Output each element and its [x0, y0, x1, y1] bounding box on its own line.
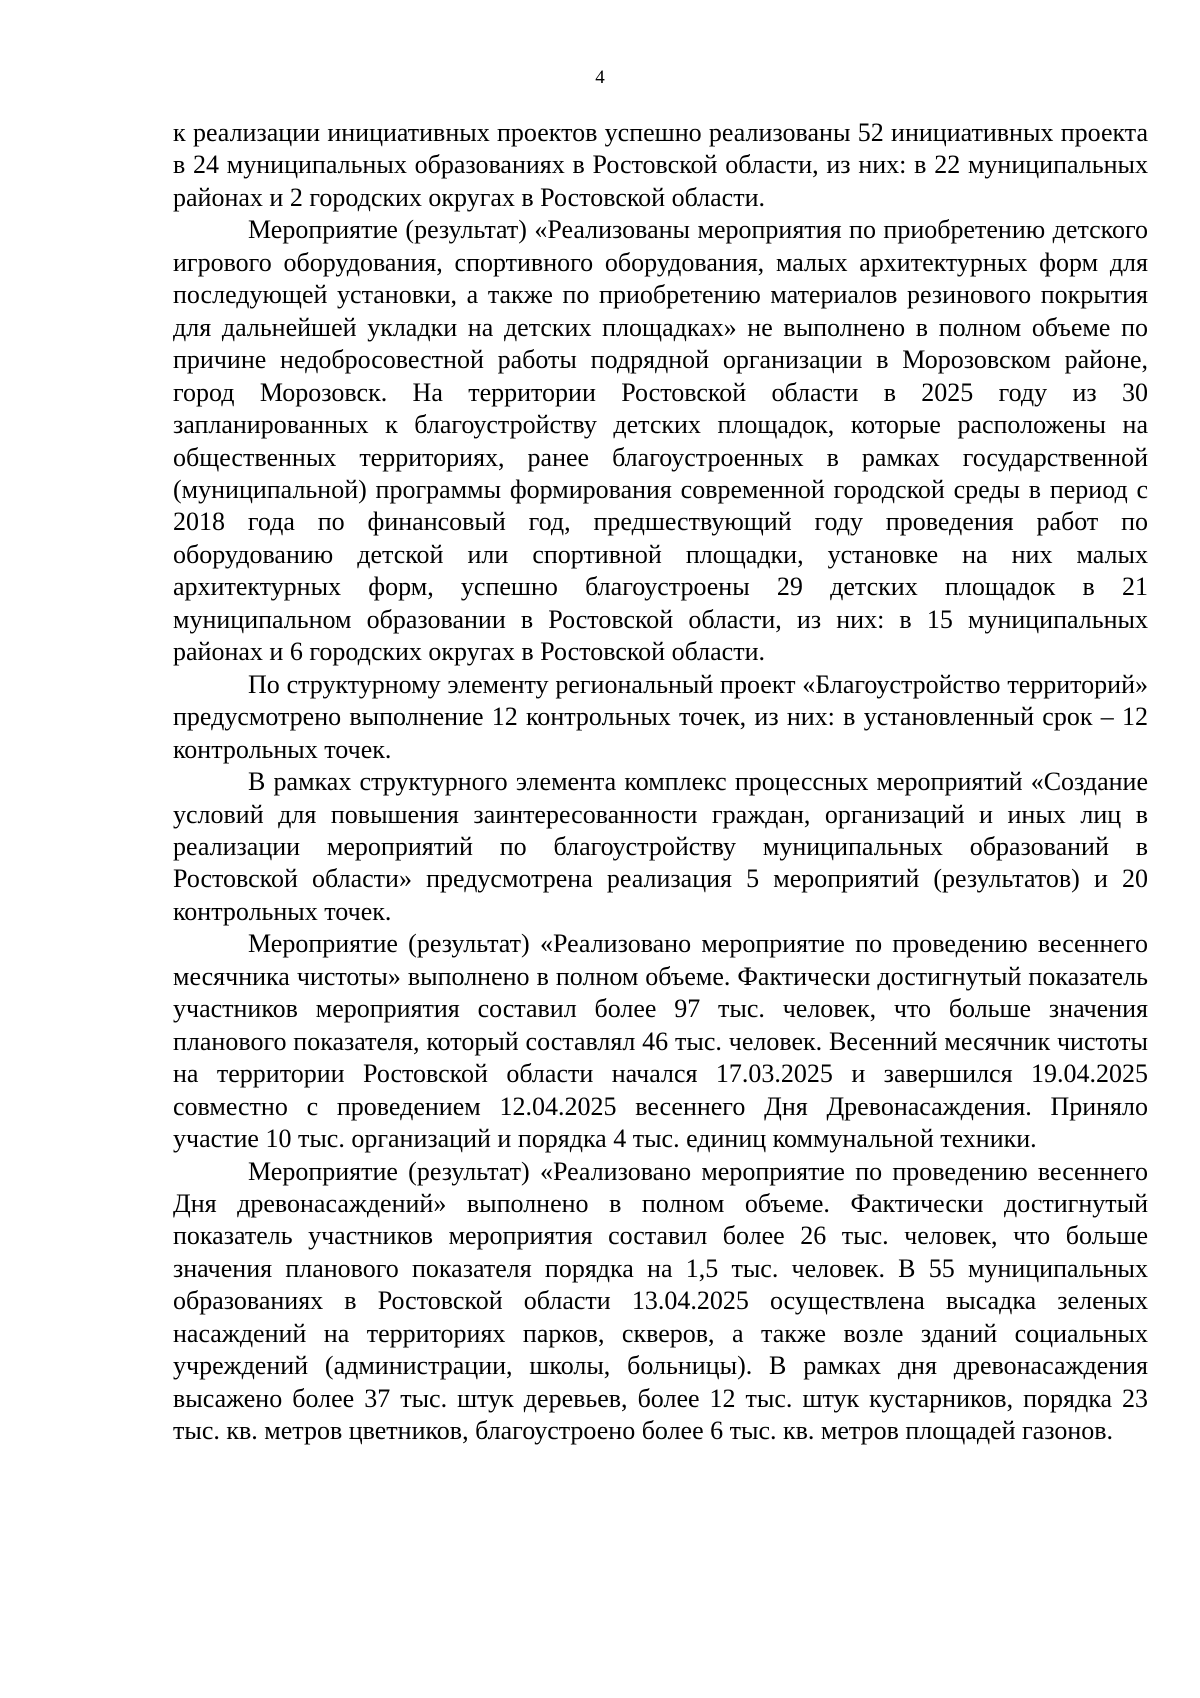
page-number: 4 — [595, 67, 605, 88]
paragraph-regional-project-checkpoints: По структурному элементу региональный проект «Благоустройство территорий» предусмотрено выполнение 12 контрольных точек, из них: в установленный срок – 12 контрольных точек. — [173, 669, 1148, 764]
paragraph-initiative-projects: к реализации инициативных проектов успешно реализованы 52 инициативных проекта в 24 муниципальных образованиях в Ростовской области, из них: в 22 муниципальных районах и 2 городских округах в Ростовской области. — [173, 118, 1148, 212]
document-body — [173, 117, 1148, 1448]
paragraph-cleanliness-month: Мероприятие (результат) «Реализовано мероприятие по проведению весеннего месячника чистоты» выполнено в полном объеме. Фактически достигнутый показатель участников мероприятия составил более 97 тыс. человек, что больше значения планового показателя, который составлял 46 тыс. человек. Весенний месячник чистоты на территории Ростовской области начался 17.03.2025 и завершился 19.04.2025 совместно с проведением 12.04.2025 весеннего Дня Древонасаждения. Приняло участие 10 тыс. организаций и порядка 4 тыс. единиц коммунальной техники. — [173, 929, 1148, 1154]
paragraph-process-activities: В рамках структурного элемента комплекс процессных мероприятий «Создание условий для повышения заинтересованности граждан, организаций и иных лиц в реализации мероприятий по благоустройству муниципальных образований в Ростовской области» предусмотрена реализация 5 мероприятий (результатов) и 20 контрольных точек. — [173, 767, 1148, 926]
paragraph-tree-planting-day: Мероприятие (результат) «Реализовано мероприятие по проведению весеннего Дня древонасаждений» выполнено в полном объеме. Фактически достигнутый показатель участников мероприятия составил более 26 тыс. человек, что больше значения планового показателя порядка на 1,5 тыс. человек. В 55 муниципальных образованиях в Ростовской области 13.04.2025 осуществлена высадка зеленых насаждений на территориях парков, скверов, а также возле зданий социальных учреждений (администрации, школы, больницы). В рамках дня древонасаждения высажено более 37 тыс. штук деревьев, более 12 тыс. штук кустарников, порядка 23 тыс. кв. метров цветников, благоустроено более 6 тыс. кв. метров площадей газонов. — [173, 1156, 1148, 1446]
paragraph-playground-equipment: Мероприятие (результат) «Реализованы мероприятия по приобретению детского игрового оборудования, спортивного оборудования, малых архитектурных форм для последующей установки, а также по приобретению материалов резинового покрытия для дальнейшей укладки на детских площадках» не выполнено в полном объеме по причине недобросовестной работы подрядной организации в Морозовском районе, город Морозовск. На территории Ростовской области в 2025 году из 30 запланированных к благоустройству детских площадок, которые расположены на общественных территориях, ранее благоустроенных в рамках государственной (муниципальной) программы формирования современной городской среды в период с 2018 года по финансовый год, предшествующий году проведения работ по оборудованию детской или спортивной площадки, установке на них малых архитектурных форм, успешно благоустроены 29 детских площадок в 21 муниципальном образовании в Ростовской области, из них: в 15 муниципальных районах и 6 городских округах в Ростовской области. — [173, 215, 1148, 667]
